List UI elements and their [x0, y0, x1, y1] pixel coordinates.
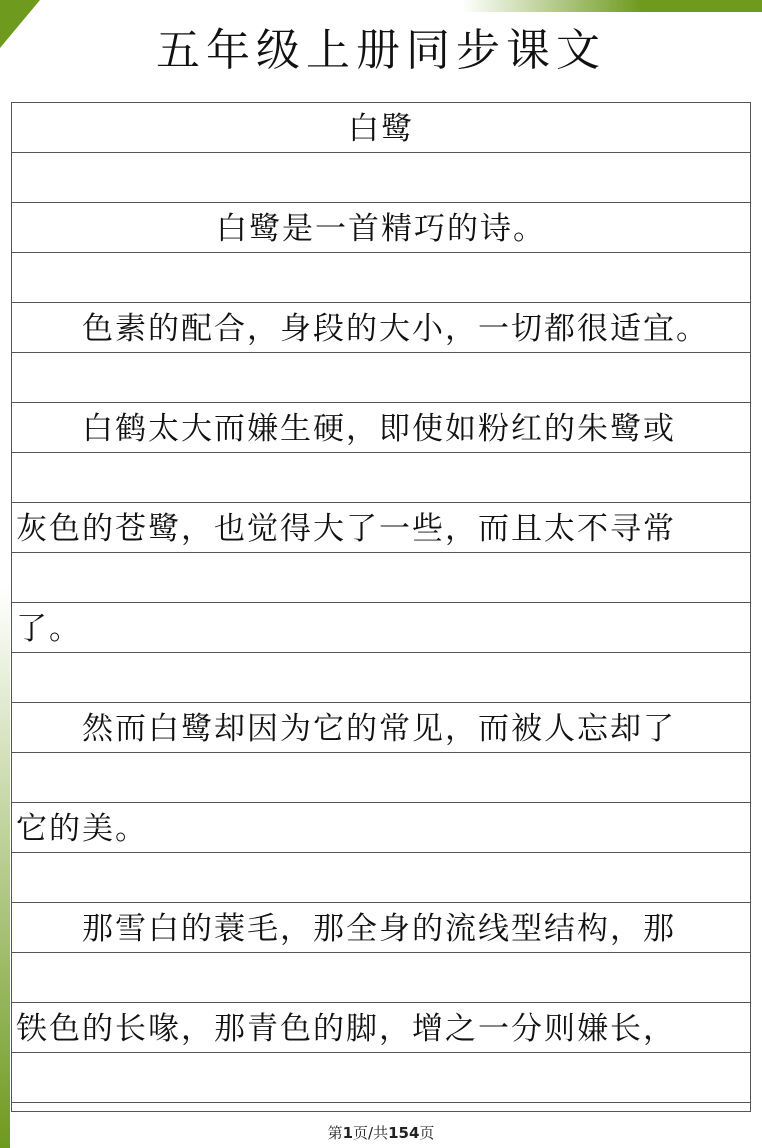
- blank-row: [12, 953, 750, 1003]
- blank-row: [12, 753, 750, 803]
- blank-row: [12, 253, 750, 303]
- text-row: [12, 903, 750, 953]
- current-page-number: 1: [342, 1124, 354, 1142]
- lesson-title-row: [12, 103, 750, 153]
- text-line: 那雪白的蓑毛，那全身的流线型结构，那: [82, 911, 676, 947]
- text-row: [12, 203, 750, 253]
- text-line: 然而白鹭却因为它的常见，而被人忘却了: [82, 711, 676, 747]
- lined-writing-sheet: [11, 102, 751, 1112]
- text-row: [12, 403, 750, 453]
- footer-suffix: 页: [419, 1124, 435, 1142]
- page-footer: [0, 1122, 762, 1143]
- blank-row: [12, 353, 750, 403]
- blank-row: [12, 1053, 750, 1103]
- left-border-decoration: [0, 588, 10, 1148]
- text-row: [12, 303, 750, 353]
- blank-row: [12, 653, 750, 703]
- blank-row: [12, 553, 750, 603]
- text-row: [12, 1003, 750, 1053]
- page-title: 五年级上册同步课文: [156, 25, 606, 76]
- text-line: 色素的配合，身段的大小，一切都很适宜。: [82, 311, 709, 347]
- text-line: 灰色的苍鹭，也觉得大了一些，而且太不寻常: [16, 511, 676, 547]
- footer-prefix: 第: [327, 1124, 343, 1142]
- text-line: 白鹭是一首精巧的诗。: [216, 211, 546, 247]
- text-line: 它的美。: [16, 811, 148, 847]
- text-line: 白鹤太大而嫌生硬，即使如粉红的朱鹭或: [82, 411, 676, 447]
- blank-row: [12, 853, 750, 903]
- blank-row: [12, 153, 750, 203]
- text-row: [12, 803, 750, 853]
- total-pages-number: 154: [388, 1124, 420, 1142]
- text-line: 了。: [16, 611, 82, 647]
- blank-row: [12, 453, 750, 503]
- text-line: 铁色的长喙，那青色的脚，增之一分则嫌长，: [16, 1011, 676, 1047]
- top-border-decoration: [462, 0, 762, 12]
- lesson-title: 白鹭: [348, 111, 414, 147]
- text-row: [12, 503, 750, 553]
- footer-mid: 页/共: [353, 1124, 389, 1142]
- text-row: [12, 603, 750, 653]
- text-row: [12, 703, 750, 753]
